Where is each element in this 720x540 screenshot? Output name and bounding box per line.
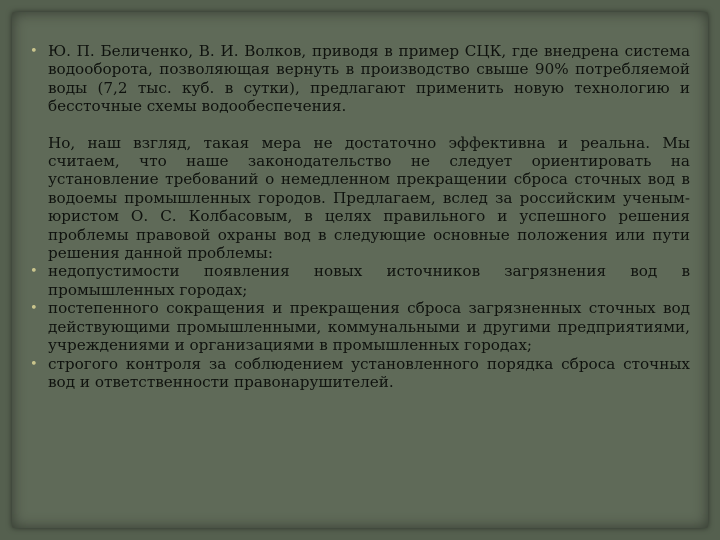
list-item-strict-control bbox=[30, 355, 690, 392]
list-item-text: недопустимости появления новых источников загрязнения вод в промышленных городах; bbox=[48, 262, 690, 299]
paragraph-our-view bbox=[30, 134, 690, 263]
bullet-icon: • bbox=[30, 44, 38, 59]
list-item-text: строгого контроля за соблюдением установленного порядка сброса сточных вод и ответственности правонарушителей. bbox=[48, 354, 690, 391]
paragraph-authors-proposal bbox=[30, 42, 690, 116]
paragraph-text: Ю. П. Беличенко, В. И. Волков, приводя в пример СЦК, где внедрена система водооборота, позволяющая вернуть в производство свыше 90% потребляемой воды (7,2 тыс. куб. в сутки), предлагают применить новую технологию и бессточные схемы водообеспечения. bbox=[48, 42, 690, 116]
slide-content bbox=[30, 42, 690, 391]
list-item-no-new-sources bbox=[30, 262, 690, 299]
bullet-icon: • bbox=[30, 264, 38, 280]
paragraph-text: Но, наш взгляд, такая мера не достаточно эффективна и реальна. Мы считаем, что наше законодательство не следует ориентировать на установление требований о немедленном прекращении сброса сточных вод в водоемы промышленных городов. Предлагаем, вслед за российским ученым-юристом О. С. Колбасовым, в целях правильного и успешного решения проблемы правовой охраны вод в следующие основные положения или пути решения данной проблемы: bbox=[48, 133, 690, 263]
list-item-text: постепенного сокращения и прекращения сброса загрязненных сточных вод действующими промышленными, коммунальными и другими предприятиями, учреждениями и организациями в промышленных городах; bbox=[48, 299, 690, 355]
list-item-gradual-reduction bbox=[30, 299, 690, 354]
bullet-icon: • bbox=[30, 301, 38, 317]
bullet-icon: • bbox=[30, 356, 38, 372]
